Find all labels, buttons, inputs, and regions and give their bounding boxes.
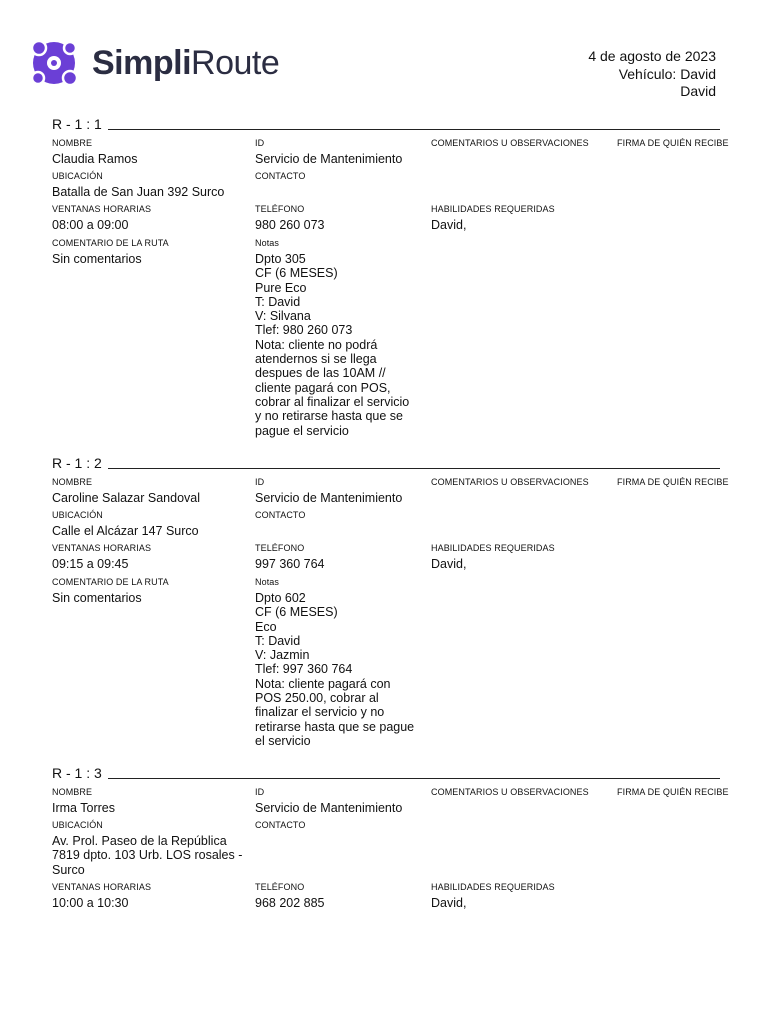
required-skills: David, bbox=[431, 557, 467, 571]
route-notes: Dpto 602 CF (6 MESES) Eco T: David V: Jazmin Tlef: 997 360 764 Nota: cliente pagará con POS 250.00, cobrar al finalizar el servicio y no retirarse hasta que se pague el servicio bbox=[255, 591, 415, 748]
phone-number: 980 260 073 bbox=[255, 218, 325, 232]
header-info bbox=[588, 48, 716, 101]
label-telefono: TELÉFONO bbox=[255, 882, 305, 892]
label-comentarios: COMENTARIOS U OBSERVACIONES bbox=[431, 138, 589, 148]
phone-number: 997 360 764 bbox=[255, 557, 325, 571]
phone-number: 968 202 885 bbox=[255, 896, 325, 910]
brand-suffix: Route bbox=[191, 44, 280, 82]
service-id: Servicio de Mantenimiento bbox=[255, 491, 403, 505]
label-ventanas: VENTANAS HORARIAS bbox=[52, 882, 152, 892]
route-stop-1 bbox=[52, 116, 732, 438]
route-stop-3 bbox=[52, 765, 732, 916]
label-habilidades: HABILIDADES REQUERIDAS bbox=[431, 882, 555, 892]
vehicle-label: Vehículo: David bbox=[618, 65, 716, 82]
driver-name: David bbox=[680, 83, 716, 99]
route-row-notes bbox=[52, 577, 732, 757]
label-id: ID bbox=[255, 787, 265, 797]
label-habilidades: HABILIDADES REQUERIDAS bbox=[431, 543, 555, 553]
route-notes: Dpto 305 CF (6 MESES) Pure Eco T: David V: Silvana Tlef: 980 260 073 Nota: cliente no podrá atendernos si se llega despues de las 10AM // cliente pagará con POS, cobrar al finalizar el servicio y no retirarse hasta que se pague el servicio bbox=[255, 252, 410, 438]
report-date: 4 de agosto de 2023 bbox=[588, 48, 716, 64]
route-title bbox=[52, 116, 732, 134]
route-row-location bbox=[52, 820, 732, 882]
customer-address: Batalla de San Juan 392 Surco bbox=[52, 185, 225, 199]
customer-name: Caroline Salazar Sandoval bbox=[52, 491, 201, 505]
customer-address: Av. Prol. Paseo de la República 7819 dpto. 103 Urb. LOS rosales - Surco bbox=[52, 834, 243, 877]
customer-address: Calle el Alcázar 147 Surco bbox=[52, 524, 199, 538]
label-contacto: CONTACTO bbox=[255, 820, 306, 830]
route-row-location bbox=[52, 171, 732, 204]
label-notas: Notas bbox=[255, 238, 280, 248]
brand-logo bbox=[26, 36, 288, 90]
route-row-location bbox=[52, 510, 732, 543]
label-firma: FIRMA DE QUIÉN RECIBE bbox=[617, 787, 729, 797]
label-contacto: CONTACTO bbox=[255, 171, 306, 181]
simpliroute-logo-icon bbox=[26, 36, 82, 90]
route-row-name bbox=[52, 138, 732, 171]
label-notas: Notas bbox=[255, 577, 280, 587]
required-skills: David, bbox=[431, 218, 467, 232]
label-telefono: TELÉFONO bbox=[255, 543, 305, 553]
label-ventanas: VENTANAS HORARIAS bbox=[52, 543, 152, 553]
time-window: 09:15 a 09:45 bbox=[52, 557, 129, 571]
label-firma: FIRMA DE QUIÉN RECIBE bbox=[617, 477, 729, 487]
label-id: ID bbox=[255, 477, 265, 487]
brand-wordmark bbox=[92, 41, 279, 85]
label-contacto: CONTACTO bbox=[255, 510, 306, 520]
route-title bbox=[52, 455, 732, 473]
route-row-time bbox=[52, 204, 732, 238]
required-skills: David, bbox=[431, 896, 467, 910]
route-row-time bbox=[52, 882, 732, 916]
label-ubicacion: UBICACIÓN bbox=[52, 820, 103, 830]
label-comentario-ruta: COMENTARIO DE LA RUTA bbox=[52, 577, 169, 587]
label-nombre: NOMBRE bbox=[52, 787, 93, 797]
route-divider bbox=[108, 468, 720, 469]
route-title-label: R - 1 : 3 bbox=[52, 765, 102, 781]
label-telefono: TELÉFONO bbox=[255, 204, 305, 214]
label-nombre: NOMBRE bbox=[52, 138, 93, 148]
label-nombre: NOMBRE bbox=[52, 477, 93, 487]
route-divider bbox=[108, 129, 720, 130]
route-comment: Sin comentarios bbox=[52, 252, 142, 266]
service-id: Servicio de Mantenimiento bbox=[255, 152, 403, 166]
label-habilidades: HABILIDADES REQUERIDAS bbox=[431, 204, 555, 214]
time-window: 10:00 a 10:30 bbox=[52, 896, 129, 910]
route-row-name bbox=[52, 787, 732, 820]
route-row-time bbox=[52, 543, 732, 577]
label-id: ID bbox=[255, 138, 265, 148]
route-stop-2 bbox=[52, 455, 732, 757]
route-row-notes bbox=[52, 238, 732, 438]
label-comentario-ruta: COMENTARIO DE LA RUTA bbox=[52, 238, 169, 248]
route-divider bbox=[108, 778, 720, 779]
route-row-name bbox=[52, 477, 732, 510]
label-ubicacion: UBICACIÓN bbox=[52, 171, 103, 181]
brand-prefix: Simpli bbox=[92, 44, 192, 82]
label-ventanas: VENTANAS HORARIAS bbox=[52, 204, 152, 214]
customer-name: Irma Torres bbox=[52, 801, 115, 815]
route-title-label: R - 1 : 1 bbox=[52, 116, 102, 132]
label-comentarios: COMENTARIOS U OBSERVACIONES bbox=[431, 787, 589, 797]
label-ubicacion: UBICACIÓN bbox=[52, 510, 103, 520]
customer-name: Claudia Ramos bbox=[52, 152, 138, 166]
route-title-label: R - 1 : 2 bbox=[52, 455, 102, 471]
label-comentarios: COMENTARIOS U OBSERVACIONES bbox=[431, 477, 589, 487]
service-id: Servicio de Mantenimiento bbox=[255, 801, 403, 815]
label-firma: FIRMA DE QUIÉN RECIBE bbox=[617, 138, 729, 148]
route-comment: Sin comentarios bbox=[52, 591, 142, 605]
time-window: 08:00 a 09:00 bbox=[52, 218, 129, 232]
route-title bbox=[52, 765, 732, 783]
